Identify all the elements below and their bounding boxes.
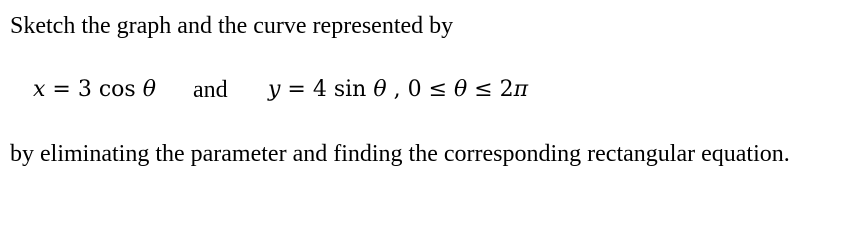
problem-instruction: by eliminating the parameter and finding the corresponding rectangular equation.	[10, 141, 790, 167]
equation-y-rhs: = 4 sin	[280, 77, 374, 102]
theta-symbol: θ	[454, 77, 468, 102]
conjunction-and: and	[193, 77, 228, 103]
theta-symbol: θ	[373, 77, 387, 102]
range-suffix: ≤ 2	[467, 77, 514, 102]
equation-x-rhs: = 3 cos	[45, 77, 143, 102]
variable-y: y	[268, 77, 281, 102]
problem-intro: Sketch the graph and the curve represented by	[10, 13, 454, 39]
pi-symbol: π	[513, 77, 529, 102]
theta-symbol: θ	[142, 77, 156, 102]
variable-x: x	[33, 77, 46, 102]
range-prefix: , 0 ≤	[386, 77, 454, 102]
equation-x	[33, 76, 156, 104]
equation-y	[268, 76, 528, 104]
